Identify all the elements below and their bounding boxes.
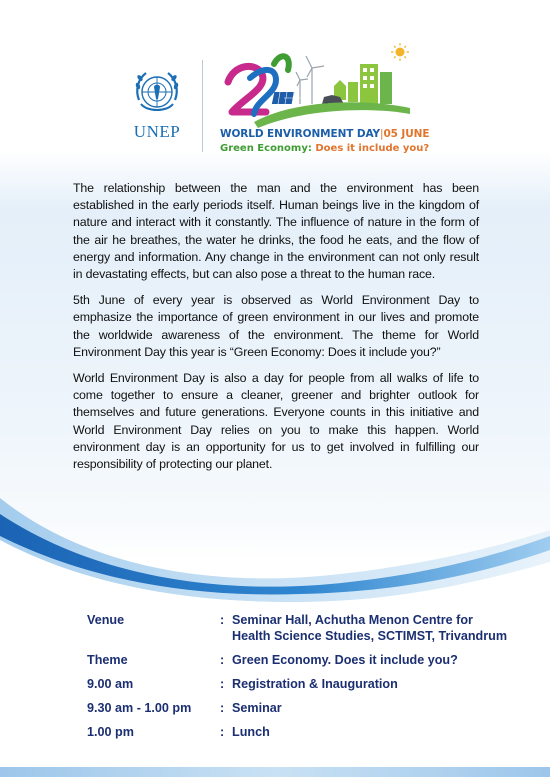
un-emblem-icon [131,66,183,118]
schedule-label: 9.00 am [87,677,134,691]
schedule-value: Lunch [232,725,270,739]
event-date: 05 JUNE [383,128,430,140]
schedule-label: 1.00 pm [87,725,134,739]
schedule-colon: : [220,653,225,667]
schedule-value: Registration & Inauguration [232,677,398,691]
paragraph-1: The relationship between the man and the environment has been established in the early periods itself. Human beings live in the kingdom of nature and interact with it constantly. The influence of nature in the form of the air he breathes, the water he drinks, the food he eats, and the flow of energy and information. Any change in the environment can not only result in devastating effects, but can also pose a threat to the human race. [73,181,479,282]
event-theme [220,143,429,154]
body-text [73,180,479,482]
sun-icon [396,48,405,57]
event-title-text: WORLD ENVIRONMENT DAY [220,128,381,140]
schedule-row-seminar [87,700,527,716]
venue-line-2: Health Science Studies, SCTIMST, Trivandrum [232,629,508,643]
schedule-row-lunch [87,724,527,740]
schedule-colon: : [220,613,225,627]
schedule-colon: : [220,725,225,739]
header-divider [202,60,203,152]
wave-decoration [0,470,550,630]
unep-wordmark: UNEP [133,122,181,141]
schedule-label: Theme [87,653,128,667]
venue-line-1: Seminar Hall, Achutha Menon Centre for [232,613,473,627]
wed-logo-artwork [214,42,414,128]
title-separator: | [380,128,384,140]
schedule-label: 9.30 am - 1.00 pm [87,701,192,715]
schedule-row-registration [87,676,527,692]
schedule-value: Seminar [232,701,282,715]
unep-logo [128,66,186,142]
schedule-value: Green Economy. Does it include you? [232,653,458,667]
event-title [220,128,429,140]
paragraph-3: World Environment Day is also a day for people from all walks of life to come together to ensure a cleaner, greener and brighter outlook for themselves and future generations. Everyone counts in this initiative and World Environment Day relies on you to make this happen. World environment day is an opportunity for us to get involved in fulfilling our responsibility of protecting our planet. [73,371,479,472]
schedule-colon: : [220,677,225,691]
event-schedule [87,612,527,748]
theme-lead: Green Economy: [220,143,312,154]
schedule-value [232,612,527,644]
theme-question: Does it include you? [315,143,430,154]
paragraph-2: 5th June of every year is observed as World Environment Day to emphasize the importance of green environment in our lives and promote the worldwide awareness of the environment. The theme for World Environment Day this year is “Green Economy: Does it include you?” [73,293,479,359]
schedule-row-theme [87,652,527,668]
schedule-label: Venue [87,613,125,627]
schedule-row-venue [87,612,527,644]
schedule-colon: : [220,701,225,715]
bottom-bar [0,767,550,777]
